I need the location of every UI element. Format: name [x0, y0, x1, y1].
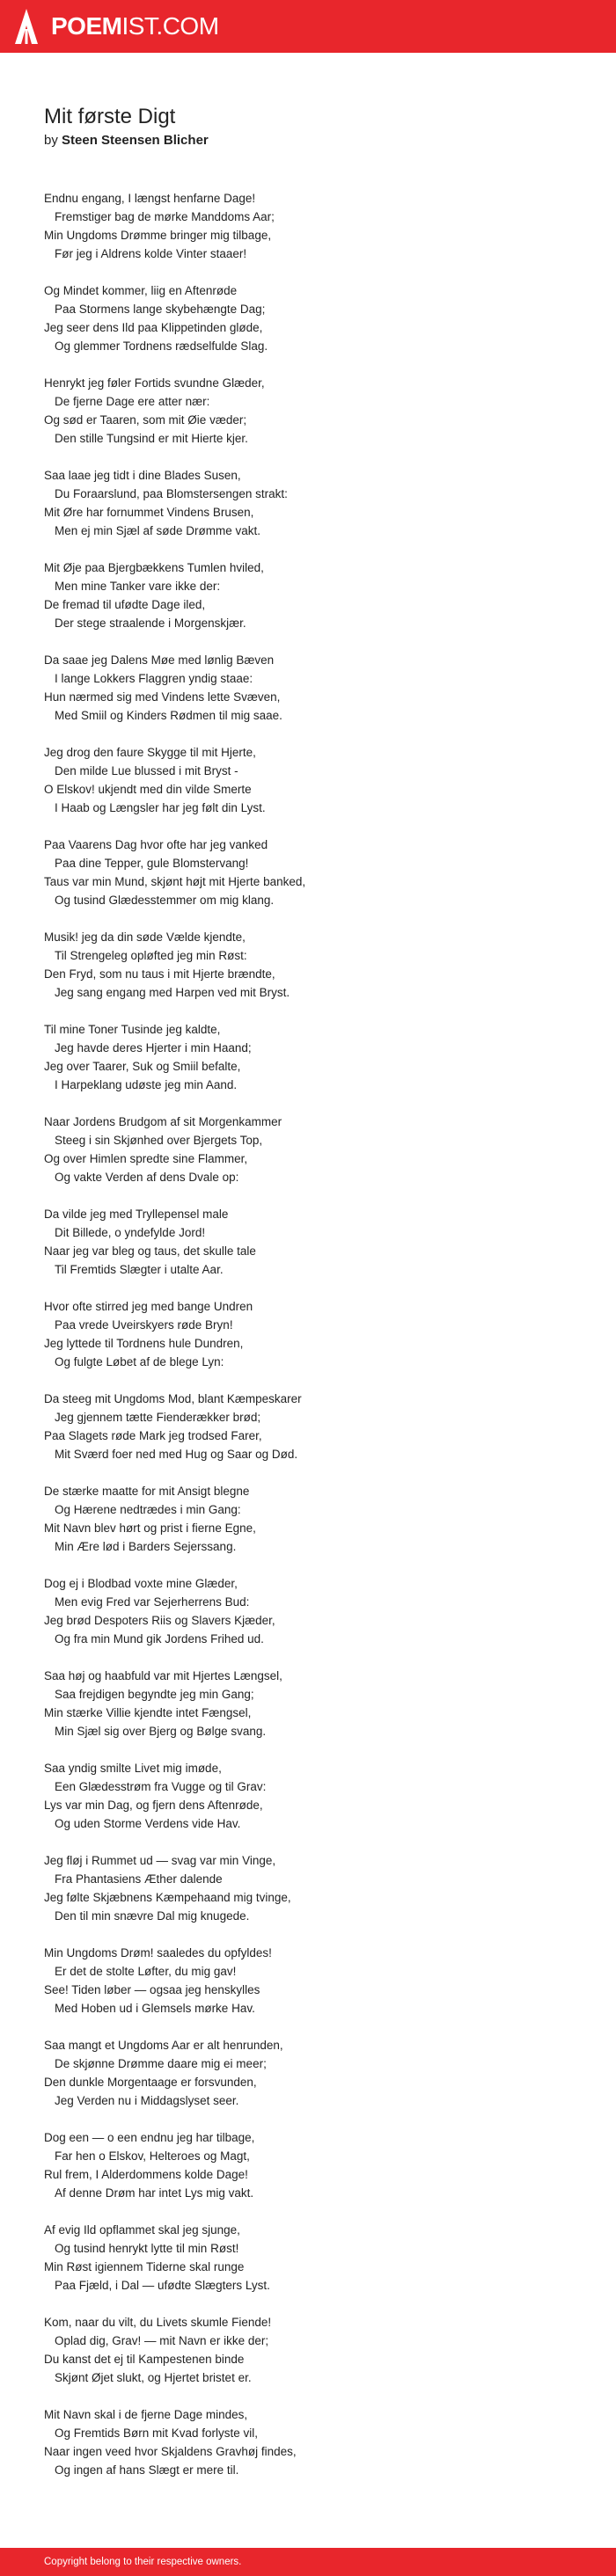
poem-line: Min Ungdoms Drømme bringer mig tilbage, [44, 229, 272, 242]
poem-line: Oplad dig, Grav! — mit Navn er ikke der; [55, 2334, 269, 2347]
poem-line: Jeg Verden nu i Middagslyset seer. [55, 2094, 239, 2107]
poem-line: Den stille Tungsind er mit Hierte kjer. [55, 432, 248, 445]
stanza [44, 1205, 572, 1279]
poem-line: Dit Billede, o yndefylde Jord! [55, 1226, 206, 1239]
poem-line: Mit Øje paa Bjergbækkens Tumlen hviled, [44, 561, 264, 574]
brand-name-bold: POEM [51, 12, 122, 40]
poem-line: Min Ungdoms Drøm! saaledes du opfyldes! [44, 1946, 272, 1959]
poem-line: Saa frejdigen begyndte jeg min Gang; [55, 1688, 254, 1701]
poem-line: Naar ingen veed hvor Skjaldens Gravhøj findes, [44, 2445, 297, 2458]
stanza [44, 1759, 572, 1833]
poem-line: Steeg i sin Skjønhed over Bjergets Top, [55, 1134, 263, 1147]
poem-line: Endnu engang, I længst henfarne Dage! [44, 192, 256, 205]
poem-line: Med Smiil og Kinders Rødmen til mig saae. [55, 709, 282, 722]
poem-line: Jeg over Taarer, Suk og Smiil befalte, [44, 1060, 241, 1073]
poem-line: Den dunkle Morgentaage er forsvunden, [44, 2076, 257, 2089]
stanza [44, 2036, 572, 2110]
stanza [44, 1667, 572, 1740]
poem-line: Saa laae jeg tidt i dine Blades Susen, [44, 469, 241, 482]
poem-line: Og vakte Verden af dens Dvale op: [55, 1171, 239, 1184]
poem-title: Mit første Digt [44, 105, 176, 128]
poem-line: Til Strengeleg opløfted jeg min Røst: [55, 949, 247, 962]
poem-line: Min Ære lød i Barders Sejerssang. [55, 1540, 237, 1553]
pen-nib-icon [14, 8, 39, 45]
poem-line: Paa Vaarens Dag hvor ofte har jeg vanked [44, 838, 268, 851]
poem-line: Da steeg mit Ungdoms Mod, blant Kæmpeskarer [44, 1392, 302, 1405]
poem-line: Men evig Fred var Sejerherrens Bud: [55, 1595, 250, 1609]
poem-line: Og Mindet kommer, liig en Aftenrøde [44, 284, 238, 297]
poem-line: Og ingen af hans Slægt er mere til. [55, 2463, 239, 2477]
by-label: by [44, 133, 58, 148]
poem-line: Mit Navn blev hørt og prist i fierne Egne, [44, 1522, 256, 1535]
poem-line: See! Tiden løber — ogsaa jeg henskylles [44, 1983, 260, 1996]
poem-line: Og fulgte Løbet af de blege Lyn: [55, 1355, 224, 1368]
poem-line: Far hen o Elskov, Helteroes og Magt, [55, 2149, 250, 2163]
site-footer [0, 2548, 616, 2576]
poem-line: Og uden Storme Verdens vide Hav. [55, 1817, 241, 1830]
poem-line: Min Sjæl sig over Bjerg og Bølge svang. [55, 1725, 267, 1738]
poem-line: Og tusind Glædesstemmer om mig klang. [55, 894, 275, 907]
poem-line: Og Hærene nedtrædes i min Gang: [55, 1503, 241, 1516]
copyright-notice: Copyright belong to their respective owners. [44, 2557, 242, 2567]
poem-line: Af denne Drøm har intet Lys mig vakt. [55, 2186, 254, 2200]
poem-line: Paa Fjæld, i Dal — ufødte Slægters Lyst. [55, 2279, 270, 2292]
stanza [44, 558, 572, 632]
poem-line: Du Foraarslund, paa Blomstersengen strakt: [55, 487, 288, 500]
poem-line: Paa Stormens lange skybehængte Dag; [55, 303, 266, 316]
poem-line: Taus var min Mund, skjønt højt mit Hjerte banked, [44, 875, 306, 888]
stanza [44, 836, 572, 909]
poem-line: Skjønt Øjet slukt, og Hjertet bristet er. [55, 2371, 252, 2384]
poem-line: Jeg fløj i Rummet ud — svag var min Vinge, [44, 1854, 276, 1867]
stanza [44, 189, 572, 263]
poem-line: Saa mangt et Ungdoms Aar er alt henrunden, [44, 2039, 283, 2052]
stanza [44, 743, 572, 817]
poem-line: Til Fremtids Slægter i utalte Aar. [55, 1263, 224, 1276]
poem-line: Der stege straalende i Morgenskjær. [55, 617, 246, 630]
poem-line: Hvor ofte stirred jeg med bange Undren [44, 1300, 253, 1313]
stanza [44, 1944, 572, 2018]
poem-line: De stærke maatte for mit Ansigt blegne [44, 1485, 250, 1498]
poem-line: Fra Phantasiens Æther dalende [55, 1872, 223, 1886]
poem-line: Da vilde jeg med Tryllepensel male [44, 1208, 229, 1221]
poem-line: Jeg drog den faure Skygge til mit Hjerte, [44, 746, 256, 759]
poem-line: De fremad til ufødte Dage iled, [44, 598, 206, 611]
poem-line: Den Fryd, som nu taus i mit Hjerte brændte, [44, 967, 275, 981]
stanza [44, 1482, 572, 1556]
poem-body [44, 189, 572, 2479]
poem-line: Til mine Toner Tusinde jeg kaldte, [44, 1023, 221, 1036]
poem-line: Dog ej i Blodbad voxte mine Glæder, [44, 1577, 238, 1590]
poem-line: Kom, naar du vilt, du Livets skumle Fiende! [44, 2316, 272, 2329]
poem-line: Naar Jordens Brudgom af sit Morgenkammer [44, 1115, 282, 1128]
poem-line: I lange Lokkers Flaggren yndig staae: [55, 672, 253, 685]
poem-line: Jeg gjennem tætte Fienderækker brød; [55, 1411, 261, 1424]
poem-line: Jeg seer dens Ild paa Klippetinden gløde, [44, 321, 263, 334]
poem-line: Den til min snævre Dal mig knugede. [55, 1909, 250, 1923]
stanza [44, 928, 572, 1002]
poem-line: De fjerne Dage ere atter nær: [55, 395, 210, 408]
poem-line: Paa vrede Uveirskyers røde Bryn! [55, 1318, 233, 1332]
stanza [44, 466, 572, 540]
site-header [0, 0, 616, 53]
poem-line: Hun nærmed sig med Vindens lette Svæven, [44, 690, 281, 704]
stanza [44, 281, 572, 355]
stanza [44, 1851, 572, 1925]
poem-line: Dog een — o een endnu jeg har tilbage, [44, 2131, 255, 2144]
stanza [44, 1297, 572, 1371]
stanza [44, 2405, 572, 2479]
stanza [44, 1390, 572, 1463]
poem-line: Du kanst det ej til Kampestenen binde [44, 2353, 245, 2366]
poem-line: Paa Slagets røde Mark jeg trodsed Farer, [44, 1429, 262, 1442]
stanza [44, 1020, 572, 1094]
poem-line: Naar jeg var bleg og taus, det skulle tale [44, 1244, 256, 1258]
site-logo[interactable] [14, 8, 219, 45]
poem-line: Mit Navn skal i de fjerne Dage mindes, [44, 2408, 248, 2421]
poem-line: Henrykt jeg føler Fortids svundne Glæder, [44, 376, 265, 390]
poem-line: Saa yndig smilte Livet mig imøde, [44, 1762, 222, 1775]
stanza [44, 1113, 572, 1186]
poem-line: Jeg brød Despoters Riis og Slavers Kjæder, [44, 1614, 275, 1627]
poem-line: De skjønne Drømme daare mig ei meer; [55, 2057, 267, 2070]
poem-line: Jeg lyttede til Tordnens hule Dundren, [44, 1337, 244, 1350]
poem-line: Og glemmer Tordnens rædselfulde Slag. [55, 339, 268, 353]
poem-line: Og fra min Mund gik Jordens Frihed ud. [55, 1632, 264, 1646]
poem-line: O Elskov! ukjendt med din vilde Smerte [44, 783, 252, 796]
poem-line: Fremstiger bag de mørke Manddoms Aar; [55, 210, 275, 223]
poem-line: Og Fremtids Børn mit Kvad forlyste vil, [55, 2426, 259, 2440]
stanza [44, 374, 572, 448]
poem-line: Og over Himlen spredte sine Flammer, [44, 1152, 248, 1165]
poem-line: Med Hoben ud i Glemsels mørke Hav. [55, 2002, 255, 2015]
brand-name [51, 8, 219, 45]
poem-line: Mit Sværd foer ned med Hug og Saar og Død. [55, 1448, 298, 1461]
poem-line: Jeg havde deres Hjerter i min Haand; [55, 1041, 252, 1054]
poem-line: Musik! jeg da din søde Vælde kjendte, [44, 930, 246, 944]
stanza [44, 651, 572, 725]
poem-line: Er det de stolte Løfter, du mig gav! [55, 1965, 237, 1978]
poem-line: Lys var min Dag, og fjern dens Aftenrøde, [44, 1799, 263, 1812]
poem-line: Da saae jeg Dalens Møe med lønlig Bæven [44, 653, 275, 667]
poem-line: Men mine Tanker vare ikke der: [55, 580, 221, 593]
stanza [44, 1574, 572, 1648]
poem-line: Og tusind henrykt lytte til min Røst! [55, 2242, 239, 2255]
poem-line: Men ej min Sjæl af søde Drømme vakt. [55, 524, 261, 537]
poem-line: Min Røst igiennem Tiderne skal runge [44, 2260, 245, 2273]
stanza [44, 2221, 572, 2295]
poem-line: Af evig Ild opflammet skal jeg sjunge, [44, 2223, 240, 2237]
stanza [44, 2128, 572, 2202]
poem-line: Saa høj og haabfuld var mit Hjertes Længsel, [44, 1669, 282, 1682]
poem-line: Jeg sang engang med Harpen ved mit Bryst. [55, 986, 290, 999]
stanza [44, 2313, 572, 2387]
author-link[interactable]: Steen Steensen Blicher [62, 133, 209, 148]
poem-byline [44, 131, 572, 150]
poem-line: Rul frem, I Alderdommens kolde Dage! [44, 2168, 248, 2181]
poem-line: Før jeg i Aldrens kolde Vinter staaer! [55, 247, 247, 260]
poem-line: I Harpeklang udøste jeg min Aand. [55, 1078, 238, 1091]
poem-line: I Haab og Længsler har jeg følt din Lyst. [55, 801, 266, 814]
poem-line: Min stærke Villie kjendte intet Fængsel, [44, 1706, 252, 1719]
poem-line: Paa dine Tepper, gule Blomstervang! [55, 857, 249, 870]
brand-name-light: IST.COM [121, 12, 219, 40]
poem-line: Og sød er Taaren, som mit Øie væder; [44, 413, 247, 427]
poem-content [44, 104, 572, 2498]
poem-line: Mit Øre har fornummet Vindens Brusen, [44, 506, 254, 519]
poem-line: Jeg følte Skjæbnens Kæmpehaand mig tvinge, [44, 1891, 291, 1904]
poem-line: Den milde Lue blussed i mit Bryst - [55, 764, 238, 777]
poem-line: Een Glædesstrøm fra Vugge og til Grav: [55, 1780, 267, 1793]
